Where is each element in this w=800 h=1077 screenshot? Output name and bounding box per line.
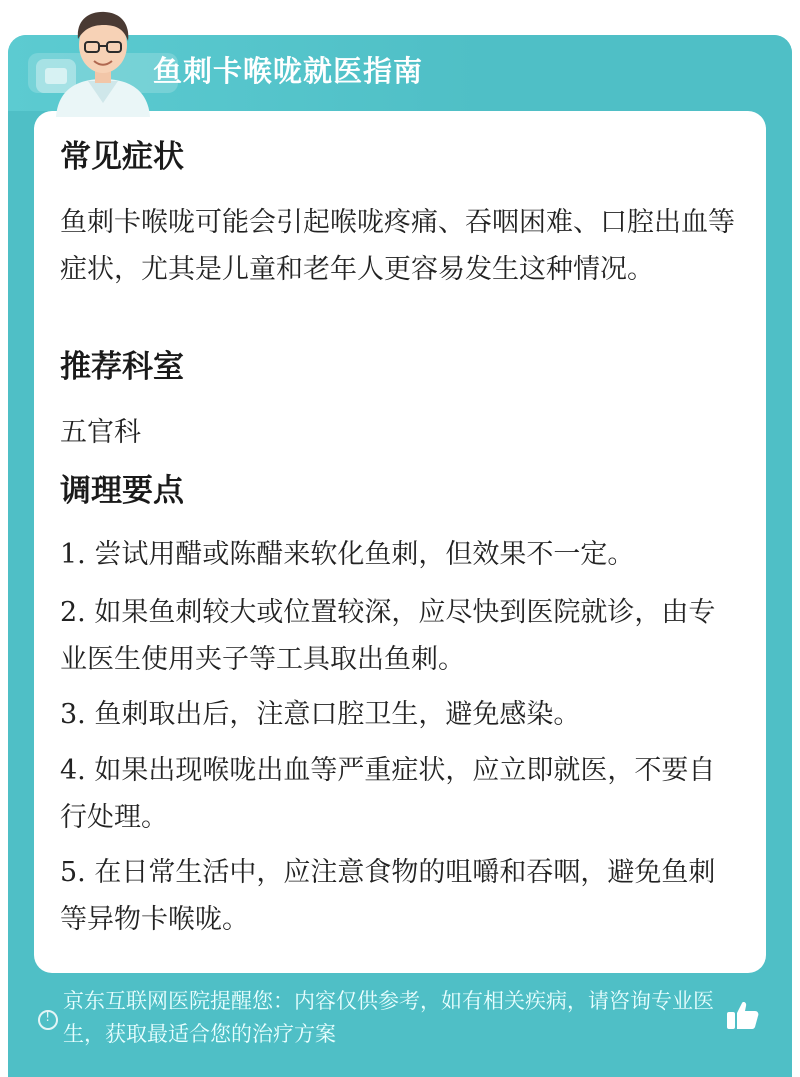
care-item-4 xyxy=(60,747,740,841)
care-item-text: 鱼刺取出后，注意口腔卫生，避免感染。 xyxy=(94,699,581,730)
symptoms-text: 鱼刺卡喉咙可能会引起喉咙疼痛、吞咽困难、口腔出血等症状，尤其是儿童和老年人更容易发生这种情况。 xyxy=(60,207,735,285)
care-item-5 xyxy=(60,849,740,943)
care-item-3 xyxy=(60,691,740,738)
doctor-avatar xyxy=(48,5,158,117)
page-title: 鱼刺卡喉咙就医指南 xyxy=(153,54,424,88)
care-item-number: 5. xyxy=(60,857,86,888)
care-item-2 xyxy=(60,589,740,683)
section-title-symptoms: 常见症状 xyxy=(60,139,184,175)
content-card xyxy=(34,111,766,973)
care-item-number: 2. xyxy=(60,597,86,628)
care-item-text: 在日常生活中，应注意食物的咀嚼和吞咽，避免鱼刺等异物卡喉咙。 xyxy=(60,857,716,935)
info-icon xyxy=(38,1010,58,1030)
care-item-number: 4. xyxy=(60,755,86,786)
department-text: 五官科 xyxy=(60,417,141,448)
guide-frame xyxy=(8,35,792,1077)
care-item-text: 尝试用醋或陈醋来软化鱼刺，但效果不一定。 xyxy=(94,539,635,570)
care-item-text: 如果出现喉咙出血等严重症状，应立即就医，不要自行处理。 xyxy=(60,755,716,833)
care-item-number: 3. xyxy=(60,699,86,730)
section-title-department: 推荐科室 xyxy=(60,349,184,385)
care-item-text: 如果鱼刺较大或位置较深，应尽快到医院就诊，由专业医生使用夹子等工具取出鱼刺。 xyxy=(60,597,716,675)
care-item-1 xyxy=(60,531,740,578)
care-item-number: 1. xyxy=(60,539,86,570)
thumbs-up-icon[interactable] xyxy=(724,997,760,1033)
footer-notice: 京东互联网医院提醒您：内容仅供参考，如有相关疾病，请咨询专业医生，获取最适合您的治疗方案 xyxy=(63,989,714,1046)
section-title-care: 调理要点 xyxy=(60,473,184,509)
